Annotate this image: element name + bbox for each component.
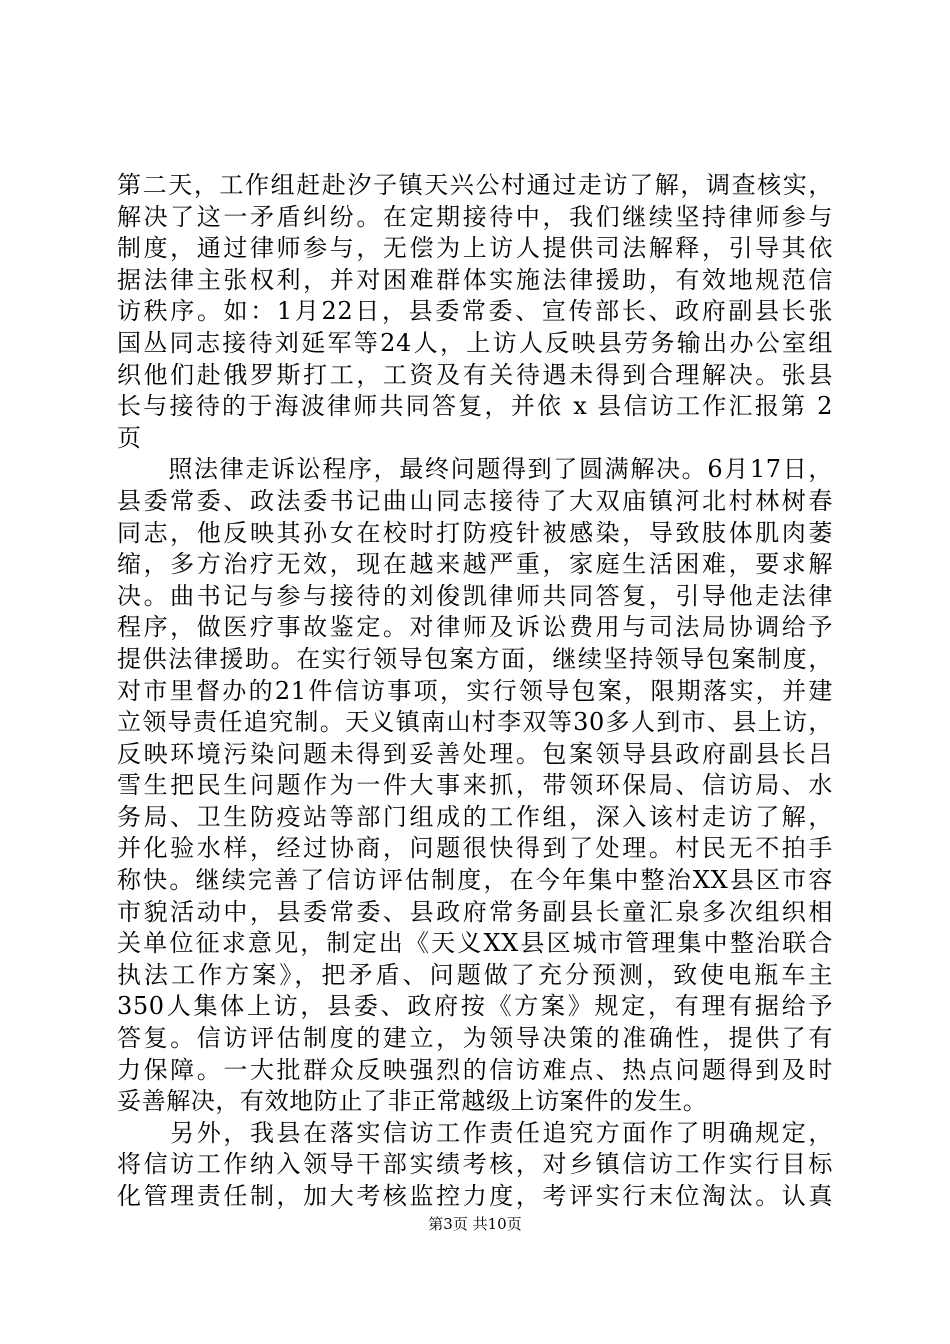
text-line: 缩，多方治疗无效，现在越来越严重，家庭生活困难，要求解 xyxy=(117,550,833,579)
text-line: 长与接待的于海波律师共同答复，并依 x 县信访工作汇报第 2 xyxy=(117,392,833,421)
text-line: 市貌活动中，县委常委、县政府常务副县长童汇泉多次组织相 xyxy=(117,897,833,926)
text-line: 同志，他反映其孙女在校时打防疫针被感染，导致肢体肌肉萎 xyxy=(117,518,833,547)
text-line: 力保障。一大批群众反映强烈的信访难点、热点问题得到及时 xyxy=(117,1055,833,1084)
text-line: 雪生把民生问题作为一件大事来抓，带领环保局、信访局、水 xyxy=(117,771,833,800)
text-line: 县委常委、政法委书记曲山同志接待了大双庙镇河北村林树春 xyxy=(117,486,833,515)
text-line: 称快。继续完善了信访评估制度，在今年集中整治XX县区市容 xyxy=(117,866,833,895)
text-line: 国丛同志接待刘延军等24人，上访人反映县劳务输出办公室组 xyxy=(117,328,833,357)
text-line: 织他们赴俄罗斯打工，工资及有关待遇未得到合理解决。张县 xyxy=(117,360,833,389)
text-line: 350人集体上访，县委、政府按《方案》规定，有理有据给予 xyxy=(117,992,833,1021)
text-line: 立领导责任追究制。天义镇南山村李双等30多人到市、县上访， xyxy=(117,708,833,737)
text-line: 答复。信访评估制度的建立，为领导决策的准确性，提供了有 xyxy=(117,1024,833,1053)
text-line: 将信访工作纳入领导干部实绩考核，对乡镇信访工作实行目标 xyxy=(117,1150,833,1179)
text-line: 关单位征求意见，制定出《天义XX县区城市管理集中整治联合 xyxy=(117,929,833,958)
text-line: 反映环境污染问题未得到妥善处理。包案领导县政府副县长吕 xyxy=(117,739,833,768)
text-line: 妥善解决，有效地防止了非正常越级上访案件的发生。 xyxy=(117,1087,708,1116)
text-line: 页 xyxy=(117,423,142,452)
document-body xyxy=(117,170,833,1213)
text-line: 对市里督办的21件信访事项，实行领导包案，限期落实，并建 xyxy=(117,676,833,705)
text-line: 并化验水样，经过协商，问题很快得到了处理。村民无不拍手 xyxy=(117,834,833,863)
text-line: 决。曲书记与参与接待的刘俊凯律师共同答复，引导他走法律 xyxy=(117,581,833,610)
text-line: 解决了这一矛盾纠纷。在定期接待中，我们继续坚持律师参与 xyxy=(117,202,833,231)
text-line: 制度，通过律师参与，无偿为上访人提供司法解释，引导其依 xyxy=(117,234,833,263)
text-line: 执法工作方案》，把矛盾、问题做了充分预测，致使电瓶车主 xyxy=(117,960,833,989)
page-number: 第3页 共10页 xyxy=(428,1215,522,1233)
text-line: 访秩序。如：1月22日，县委常委、宣传部长、政府副县长张 xyxy=(117,297,833,326)
paragraph-3 xyxy=(117,1118,833,1213)
text-line: 务局、卫生防疫站等部门组成的工作组，深入该村走访了解， xyxy=(117,802,833,831)
paragraph-2 xyxy=(117,454,833,1117)
paragraph-1 xyxy=(117,170,833,454)
text-line: 提供法律援助。在实行领导包案方面，继续坚持领导包案制度， xyxy=(117,644,833,673)
text-line: 据法律主张权利，并对困难群体实施法律援助，有效地规范信 xyxy=(117,265,833,294)
text-line: 照法律走诉讼程序，最终问题得到了圆满解决。6月17日， xyxy=(117,455,833,484)
text-line: 第二天，工作组赶赴汐子镇天兴公村通过走访了解，调查核实， xyxy=(117,171,833,199)
text-line: 程序，做医疗事故鉴定。对律师及诉讼费用与司法局协调给予 xyxy=(117,613,833,642)
text-line: 化管理责任制，加大考核监控力度，考评实行末位淘汰。认真 xyxy=(117,1182,833,1210)
text-line: 另外，我县在落实信访工作责任追究方面作了明确规定， xyxy=(117,1118,833,1147)
page-footer xyxy=(0,1213,950,1234)
